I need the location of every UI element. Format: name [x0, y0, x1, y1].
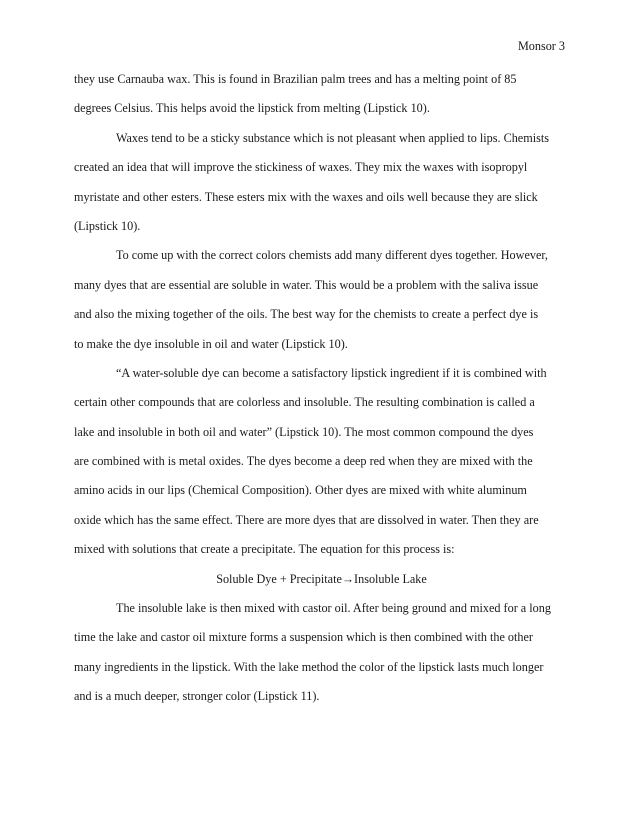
text-line: they use Carnauba wax. This is found in Brazilian palm trees and has a melting point of 85	[74, 72, 517, 86]
text-line: many dyes that are essential are soluble in water. This would be a problem with the saliva issue	[74, 277, 539, 292]
text-line: “A water-soluble dye can become a satisfactory lipstick ingredient if it is combined with	[116, 365, 547, 380]
text-line: (Lipstick 10).	[74, 218, 141, 233]
text-line: to make the dye insoluble in oil and water (Lipstick 10).	[74, 336, 348, 351]
text-line: The insoluble lake is then mixed with castor oil. After being ground and mixed for a long	[116, 601, 551, 616]
body-text	[74, 71, 569, 718]
text-line: mixed with solutions that create a precipitate. The equation for this process is:	[74, 542, 455, 557]
text-line: To come up with the correct colors chemists add many different dyes together. However,	[116, 248, 548, 263]
text-line: degrees Celsius. This helps avoid the lipstick from melting (Lipstick 10).	[74, 101, 430, 116]
text-line: created an idea that will improve the stickiness of waxes. They mix the waxes with isopropyl	[74, 160, 528, 175]
text-line: certain other compounds that are colorless and insoluble. The resulting combination is called a	[74, 395, 535, 410]
text-line: and also the mixing together of the oils. The best way for the chemists to create a perfect dye is	[74, 307, 539, 322]
equation-line: Soluble Dye + Precipitate→Insoluble Lake	[216, 571, 427, 586]
text-line: and is a much deeper, stronger color (Lipstick 11).	[74, 689, 320, 704]
text-line: many ingredients in the lipstick. With the lake method the color of the lipstick lasts much longer	[74, 659, 544, 674]
text-line: amino acids in our lips (Chemical Composition). Other dyes are mixed with white aluminum	[74, 483, 527, 498]
running-head: Monsor 3	[517, 39, 565, 53]
text-line: are combined with is metal oxides. The dyes become a deep red when they are mixed with the	[74, 454, 533, 469]
text-line: time the lake and castor oil mixture forms a suspension which is then combined with the other	[74, 630, 533, 645]
text-line: lake and insoluble in both oil and water” (Lipstick 10). The most common compound the dyes	[74, 424, 534, 439]
text-line: Waxes tend to be a sticky substance which is not pleasant when applied to lips. Chemists	[116, 130, 549, 145]
text-line: myristate and other esters. These esters mix with the waxes and oils well because they are slick	[74, 189, 538, 204]
text-line: oxide which has the same effect. There are more dyes that are dissolved in water. Then they are	[74, 512, 539, 527]
